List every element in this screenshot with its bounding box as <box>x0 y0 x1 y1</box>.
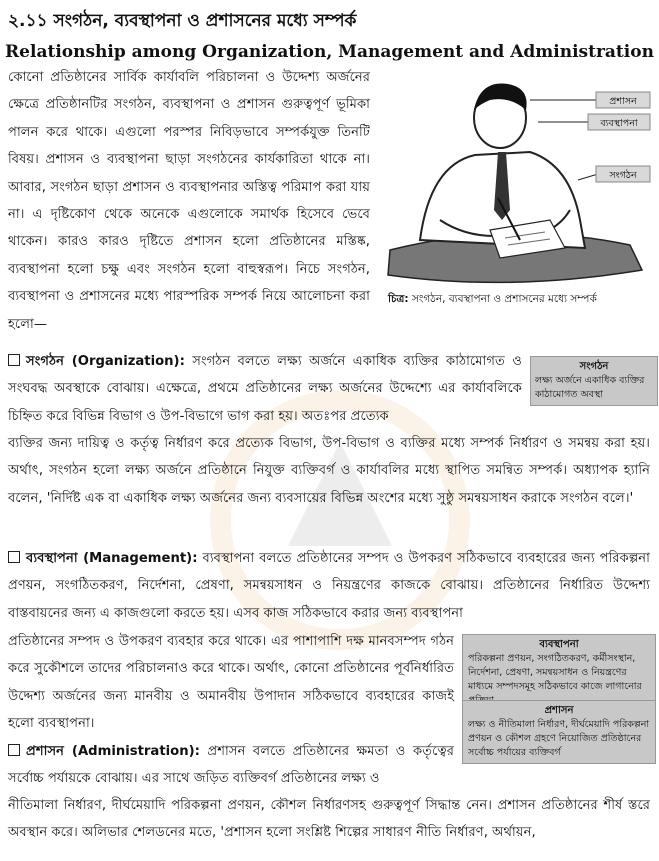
section-title: ২.১১ সংগঠন, ব্যবস্থাপনা ও প্রশাসনের মধ্যে সম্পর্ক <box>8 11 357 31</box>
illustration-man-writing <box>380 70 652 288</box>
organization-paragraph <box>8 348 522 430</box>
organization-box-text: লক্ষ্য অর্জনে একাধিক ব্যক্তির কাঠামোগত অবস্থা <box>535 375 645 400</box>
label-organization: সংগঠন <box>609 170 637 181</box>
organization-term: সংগঠন (Organization): <box>26 354 185 369</box>
intro-paragraph: কোনো প্রতিষ্ঠানের সার্বিক কার্যাবলি পরিচালনা ও উদ্দেশ্য অর্জনের ক্ষেত্রে প্রতিষ্ঠানটির সংগঠন, ব্যবস্থাপনা ও প্রশাসন গুরুত্বপূর্ণ ভূমিকা পালন করে থাকে। এগুলো পরস্পর নিবিড়ভাবে সম্পর্কযুক্ত তিনটি বিষয়। প্রশাসন ও ব্যবস্থাপনা ছাড়া সংগঠনের কার্যকারিতা থাকে না। আবার, সংগঠন ছাড়া প্রশাসন ও ব্যবস্থাপনার অস্তিত্ব পরিমাপ করা যায় না। এ দৃষ্টিকোণ থেকে অনেকে এগুলোকে সমার্থক হিসেবে ভেবে থাকেন। কারও কারও দৃষ্টিতে প্রশাসন হলো প্রতিষ্ঠানের মস্তিষ্ক, ব্যবস্থাপনা হলো চক্ষু এবং সংগঠন হলো বাহুস্বরূপ। নিচে সংগঠন, ব্যবস্থাপনা ও প্রশাসনের মধ্যে পারস্পরিক সম্পর্ক নিয়ে আলোচনা করা হলো— <box>8 70 370 332</box>
administration-box-title: প্রশাসন <box>544 705 574 716</box>
caption-prefix: চিত্র: <box>388 293 409 305</box>
checkbox-bullet-icon <box>8 744 20 756</box>
organization-text-1: সংগঠন বলতে লক্ষ্য অর্জনে একাধিক ব্যক্তির কাঠামোগত ও সংঘবদ্ধ অবস্থাকে বোঝায়। এক্ষেত্রে, প্রথমে প্রতিষ্ঠানের লক্ষ্য অর্জনের উদ্দেশ্যে এর কার্যাবলিকে চিহ্নিত করে বিভিন্ন বিভাগ ও উপ-বিভাগে ভাগ করা হয়। অতঃপর প্রত্যেক <box>8 354 522 424</box>
organization-box-title: সংগঠন <box>579 361 609 372</box>
administration-paragraph-cont: নীতিমালা নির্ধারণ, দীর্ঘমেয়াদি পরিকল্পনা প্রণয়ন, কৌশল নির্ধারণসহ গুরুত্বপূর্ণ সিদ্ধান্ত নেন। প্রশাসন প্রতিষ্ঠানের শীর্ষ স্তরে অবস্থান করে। অলিভার শেলডনের মতে, 'প্রশাসন হলো সংশ্লিষ্ট শিল্পের সাধারণ নীতি নির্ধারণ, অর্থায়ন, <box>8 798 650 841</box>
label-management: ব্যবস্থাপনা <box>600 118 638 129</box>
administration-box-text: লক্ষ্য ও নীতিমালা নির্ধারণ, দীর্ঘমেয়াদি পরিকল্পনা প্রণয়ন ও কৌশল গ্রহণে নিয়োজিত প্রতিষ্ঠানের সর্বোচ্চ পর্যায়ের ব্যক্তিবর্গ <box>468 719 650 758</box>
administration-term: প্রশাসন (Administration): <box>26 744 200 759</box>
checkbox-bullet-icon <box>8 354 20 366</box>
management-paragraph-cont: প্রতিষ্ঠানের সম্পদ ও উপকরণ ব্যবহার করে থাকে। এর পাশাপাশি দক্ষ মানবসম্পদ গঠন করে সুকৌশলে তাদের পরিচালনাও করে থাকে। অর্থাৎ, কোনো প্রতিষ্ঠানের পূর্বনির্ধারিত উদ্দেশ্য অর্জনের জন্য মানবীয় ও অমানবীয় উপাদান সঠিকভাবে ব্যবহারের কাজই হলো ব্যবস্থাপনা। <box>8 634 454 732</box>
english-title: Relationship among Organization, Management and Administration <box>5 42 654 62</box>
figure-caption <box>388 292 597 309</box>
caption-text: সংগঠন, ব্যবস্থাপনা ও প্রশাসনের মধ্যে সম্পর্ক <box>411 293 597 305</box>
administration-paragraph <box>8 738 454 793</box>
label-administration: প্রশাসন <box>609 96 637 107</box>
administration-definition-box <box>462 700 656 764</box>
management-text-1: ব্যবস্থাপনা বলতে প্রতিষ্ঠানের সম্পদ ও উপকরণ সঠিকভাবে ব্যবহারের জন্য পরিকল্পনা প্রণয়ন, সংগঠিতকরণ, নির্দেশনা, প্রেষণা, সমন্বয়সাধন ও নিয়ন্ত্রণের কাজকে বোঝায়। প্রতিষ্ঠানের নির্ধারিত উদ্দেশ্য বাস্তবায়নের জন্য এ কাজগুলো করতে হয়। এসব কাজ সঠিকভাবে করার জন্য ব্যবস্থাপনা <box>8 551 651 621</box>
organization-definition-box <box>530 356 658 406</box>
management-paragraph <box>8 545 650 627</box>
management-box-title: ব্যবস্থাপনা <box>539 639 579 650</box>
organization-paragraph-cont: ব্যক্তির জন্য দায়িত্ব ও কর্তৃত্ব নির্ধারণ করে প্রত্যেক বিভাগ, উপ-বিভাগ ও ব্যক্তির মধ্যে সম্পর্ক নির্ধারণ ও সমন্বয় করা হয়। অর্থাৎ, সংগঠন হলো লক্ষ্য অর্জনে প্রতিষ্ঠানে নিযুক্ত ব্যক্তিবর্গ ও কার্যাবলির মধ্যে স্থাপিত সমন্বিত সম্পর্ক। অধ্যাপক হ্যানি বলেন, 'নির্দিষ্ট এক বা একাধিক লক্ষ্য অর্জনের জন্য ব্যবসায়ের বিভিন্ন অংশের মধ্যে সুষ্ঠু সমন্বয়সাধন করাকে সংগঠন বলে।' <box>8 436 650 506</box>
checkbox-bullet-icon <box>8 551 20 563</box>
management-box-text: পরিকল্পনা প্রণয়ন, সংগঠিতকরণ, কর্মীসংস্থান, নির্দেশনা, প্রেষণা, সমন্বয়সাধন ও নিয়ন্ত্রণের মাধ্যমে সম্পদসমূহ সঠিকভাবে কাজে লাগানোর <box>468 653 642 692</box>
management-term: ব্যবস্থাপনা (Management): <box>26 551 198 566</box>
administration-text-1: প্রশাসন বলতে প্রতিষ্ঠানের ক্ষমতা ও কর্তৃত্বের সর্বোচ্চ পর্যায়কে বোঝায়। এর সাথে জড়িত ব্যক্তিবর্গ প্রতিষ্ঠানের লক্ষ্য ও <box>8 744 454 787</box>
